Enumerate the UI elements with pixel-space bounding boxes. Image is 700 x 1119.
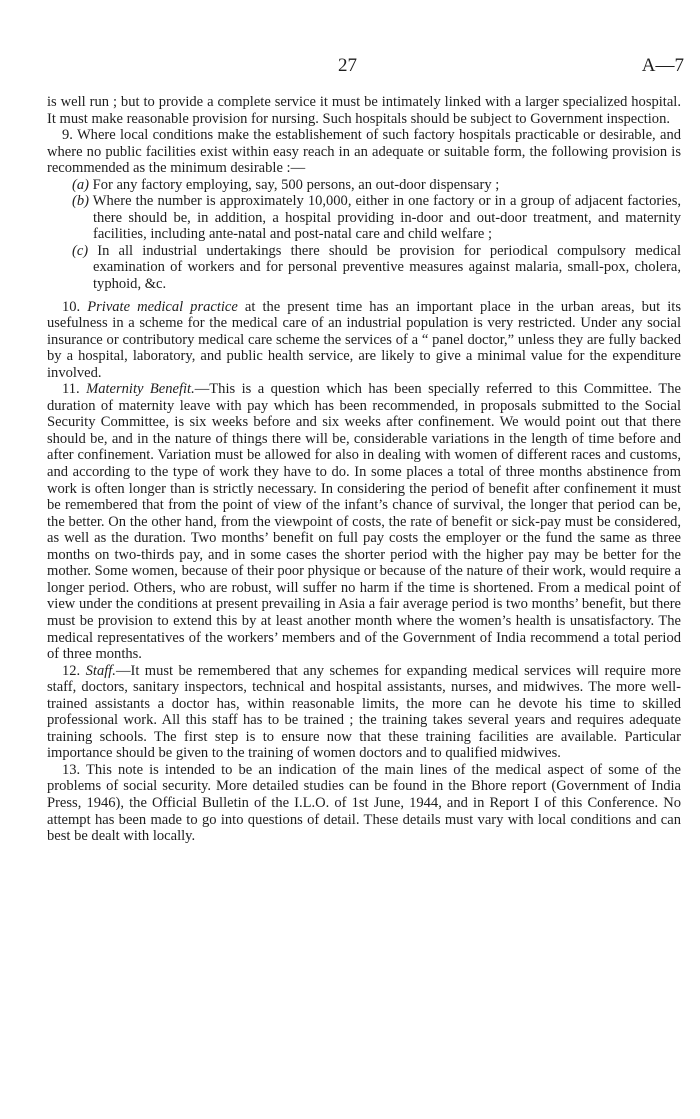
paragraph-number: 10. — [62, 298, 88, 315]
list-marker: (b) — [72, 193, 89, 210]
paragraph-12 — [47, 663, 681, 762]
paragraph-13: 13. This note is intended to be an indication of the main lines of the medical aspect of some of the problems of social security. More detailed studies can be found in the Bhore report (Government of India Press, 1946), the Official Bulletin of the I.L.O. of 1st June, 1944, and in Report I of this Conference. No attempt has been made to go into questions of detail. These details must vary with local conditions and can best be dealt with locally. — [47, 761, 681, 845]
paragraph-11 — [47, 381, 681, 662]
paragraph-number: 12. — [62, 662, 86, 679]
paragraph-text: —It must be remembered that any schemes for expanding medical services will require more staff, doctors, sanitary inspectors, technical and hospital assistants, nurses, and midwives. The more well-trained assistants a doctor has, within reasonable limits, the more can he devote his time to skilled professional work. All this staff has to be trained ; the training takes several years and requires adequate training schools. The first step is to ensure now that these training facilities are available. Particular importance should be given to the training of women doctors and to qualified midwives. — [47, 662, 681, 762]
page-number: 27 — [338, 55, 357, 76]
list-marker: (a) — [72, 176, 89, 193]
paragraph-number: 11. — [62, 381, 87, 398]
document-body — [47, 94, 681, 845]
paragraph-10 — [47, 299, 681, 382]
paragraph-heading: Private medical practice — [87, 298, 238, 315]
list-marker: (c) — [72, 242, 89, 259]
page-header — [0, 55, 700, 79]
list-item — [47, 177, 681, 194]
provision-list — [47, 177, 681, 293]
list-item-text: In all industrial undertakings there should be provision for periodical compulsory medical examination of workers and for personal preventive measures against malaria, small-pox, cholera, typhoid, &c. — [88, 242, 681, 293]
paragraph-text: at the present time has an important place in the urban areas, but its usefulness in a scheme for the medical care of an industrial population is very restricted. Under any social insurance or contributory medical care scheme the services of a “ panel doctor,” unless they are fully backed by a hospital, laboratory, and public health service, are likely to give a minimal value for the expenditure involved. — [47, 298, 681, 381]
list-item-text: Where the number is approximately 10,000, either in one factory or in a group of adjacent factories, there should be, in addition, a hospital providing in-door and out-door treatment, and maternity facilities, including ante-natal and post-natal care and child welfare ; — [88, 193, 681, 243]
paragraph-heading: Staff. — [85, 662, 116, 679]
paragraph-heading: Maternity Benefit. — [86, 381, 195, 398]
paragraph-text: —This is a question which has been specially referred to this Committee. The duration of maternity leave with pay which has been recommended, in proposals submitted to the Social Security Committee, is six weeks before and six weeks after confinement. We would point out that there should be, and in the nature of things there will be, considerable variations in the length of time before and after confinement. Variation must be allowed for also in dealing with women of different races and customs, and according to the type of work they have to do. In some places a total of three months abstinence from work is often longer than is strictly necessary. In considering the period of benefit after confinement it must be remembered that from the point of view of the infant’s chance of survival, the longer that period can be, the better. On the other hand, from the viewpoint of costs, the rate of benefit or sick-pay must be considered, as well as the duration. Two months’ benefit on full pay costs the employer or the fund the same as three months on two-thirds pay, and in some cases the shorter period with the higher pay may be better for the mother. Some women, because of their poor physique or because of the nature of their work, would require a longer period. Others, who are robust, will suffer no harm if the time is shortened. From a medical point of view under the conditions at present prevailing in Asia a fair average period is two months’ benefit, but there must be provision to extend this by at least another month where the women’s health is unsatisfactory. The medical representatives of the workers’ members and of the Government of India recommend a total period of three months. — [47, 381, 681, 663]
list-item-text: For any factory employing, say, 500 persons, an out-door dispensary ; — [88, 176, 500, 193]
list-item — [47, 193, 681, 243]
list-item — [47, 243, 681, 293]
paragraph-9: 9. Where local conditions make the establishement of such factory hospitals practicable or desirable, and where no public facilities exist within easy reach in an adequate or suitable form, the following provision is recommended as the minimum desirable :— — [47, 127, 681, 177]
lead-paragraph: is well run ; but to provide a complete service it must be intimately linked with a larger specialized hospital. It must make reasonable provision for nursing. Such hospitals should be subject to Government inspection. — [47, 94, 681, 127]
document-reference: A—7 — [641, 55, 684, 76]
